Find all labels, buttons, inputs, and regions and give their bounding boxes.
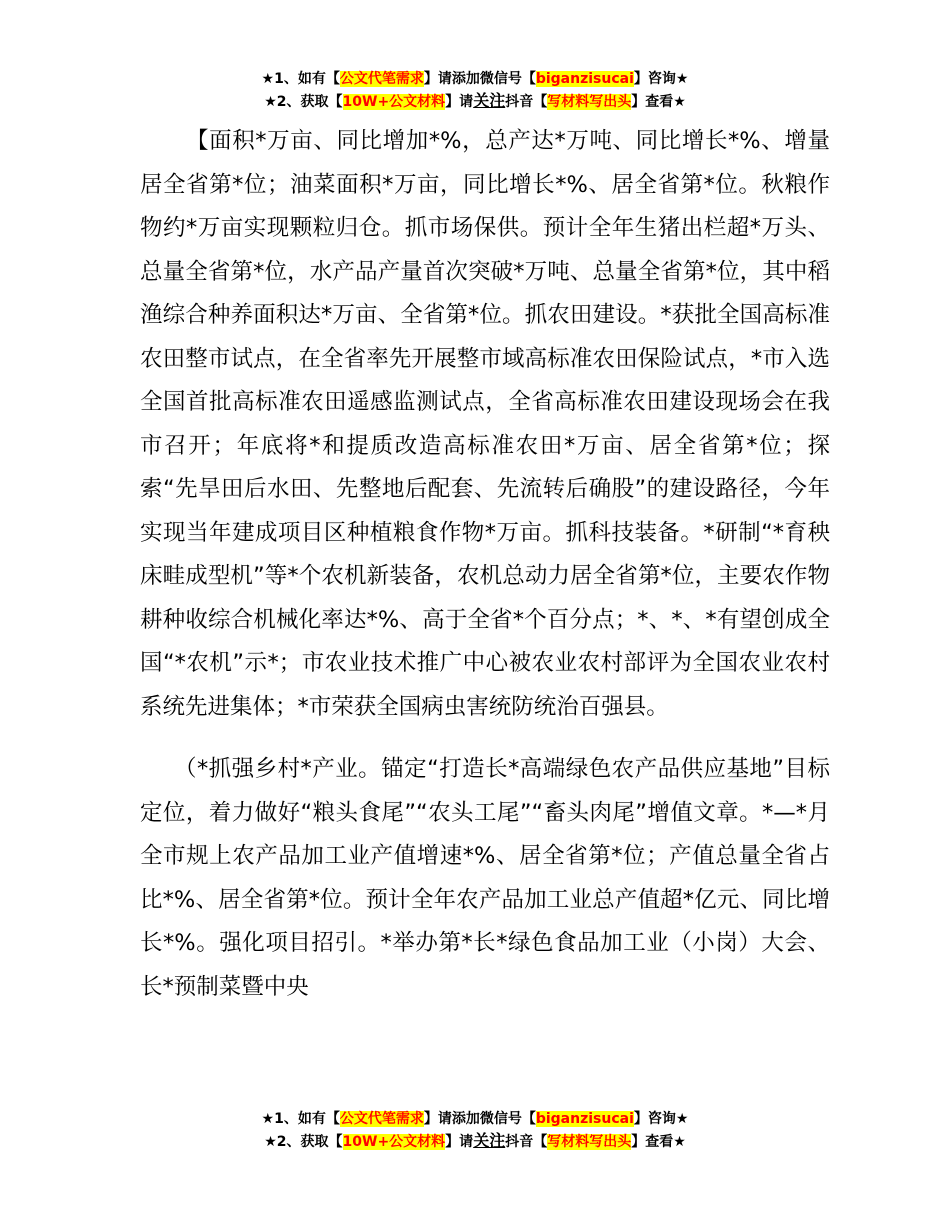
header-banner [0, 68, 950, 112]
header-line1-highlight-wechat-id: biganzisucai [535, 71, 634, 87]
footer-line2-highlight-materials: 10W+公文材料 [342, 1134, 446, 1150]
body-paragraph-2: （*抓强乡村*产业。锚定“打造长*高端绿色农产品供应基地”目标定位，着力做好“粮头食尾”“农头工尾”“畜头肉尾”增值文章。*—*月全市规上农产品加工业产值增速*%、居全省第*位；产值总量全省占比*%、居全省第*位。预计全年农产品加工业总产值超*亿元、同比增长*%。强化项目招引。*举办第*长*绿色食品加工业（小岗）大会、长*预制菜暨中央 [140, 756, 830, 1000]
header-banner-line-2 [0, 90, 950, 112]
footer-banner-line-2 [0, 1130, 950, 1152]
header-line1-prefix: ★1、如有【 [261, 71, 340, 87]
footer-line2-middle-before: 】请 [445, 1134, 474, 1150]
header-line2-prefix: ★2、获取【 [264, 94, 343, 110]
header-line2-highlight-douyin-account: 写材料写出头 [547, 94, 632, 110]
footer-line2-prefix: ★2、获取【 [264, 1134, 343, 1150]
footer-line2-emphasis: 关注 [473, 1131, 506, 1150]
header-line1-middle: 】请添加微信号【 [423, 71, 536, 87]
header-line2-emphasis: 关注 [473, 91, 506, 110]
header-line2-middle-after: 抖音【 [505, 94, 548, 110]
header-line2-suffix: 】查看★ [631, 94, 686, 110]
body-paragraph-1: 【面积*万亩、同比增加*%，总产达*万吨、同比增长*%、增量居全省第*位；油菜面积*万亩，同比增长*%、居全省第*位。秋粮作物约*万亩实现颗粒归仓。抓市场保供。预计全年生猪出栏超*万头、总量全省第*位，水产品产量首次突破*万吨、总量全省第*位，其中稻渔综合种养面积达*万亩、全省第*位。抓农田建设。*获批全国高标准农田整市试点，在全省率先开展整市域高标准农田保险试点，*市入选全国首批高标准农田遥感监测试点，全省高标准农田建设现场会在我市召开；年底将*和提质改造高标准农田*万亩、居全省第*位；探索“先旱田后水田、先整地后配套、先流转后确股”的建设路径，今年实现当年建成项目区种植粮食作物*万亩。抓科技装备。*研制“*育秧床畦成型机”等*个农机新装备，农机总动力居全省第*位，主要农作物耕种收综合机械化率达*%、高于全省*个百分点；*、*、*有望创成全国“*农机”示*；市农业技术推广中心被农业农村部评为全国农业农村系统先进集体；*市荣获全国病虫害统防统治百强县。 [140, 128, 830, 720]
footer-banner-line-1 [0, 1108, 950, 1130]
footer-line1-highlight-wechat-id: biganzisucai [535, 1111, 634, 1127]
header-line1-suffix: 】咨询★ [633, 71, 689, 87]
footer-line1-highlight-service: 公文代笔需求 [339, 1111, 424, 1127]
footer-banner [0, 1108, 950, 1152]
footer-line1-suffix: 】咨询★ [633, 1111, 689, 1127]
header-banner-line-1 [0, 68, 950, 90]
header-line1-highlight-service: 公文代笔需求 [339, 71, 424, 87]
header-line2-highlight-materials: 10W+公文材料 [342, 94, 446, 110]
footer-line2-middle-after: 抖音【 [505, 1134, 548, 1150]
footer-line2-suffix: 】查看★ [631, 1134, 686, 1150]
header-line2-middle-before: 】请 [445, 94, 474, 110]
footer-line1-middle: 】请添加微信号【 [423, 1111, 536, 1127]
footer-line2-highlight-douyin-account: 写材料写出头 [547, 1134, 632, 1150]
footer-line1-prefix: ★1、如有【 [261, 1111, 340, 1127]
document-body [140, 120, 830, 1009]
